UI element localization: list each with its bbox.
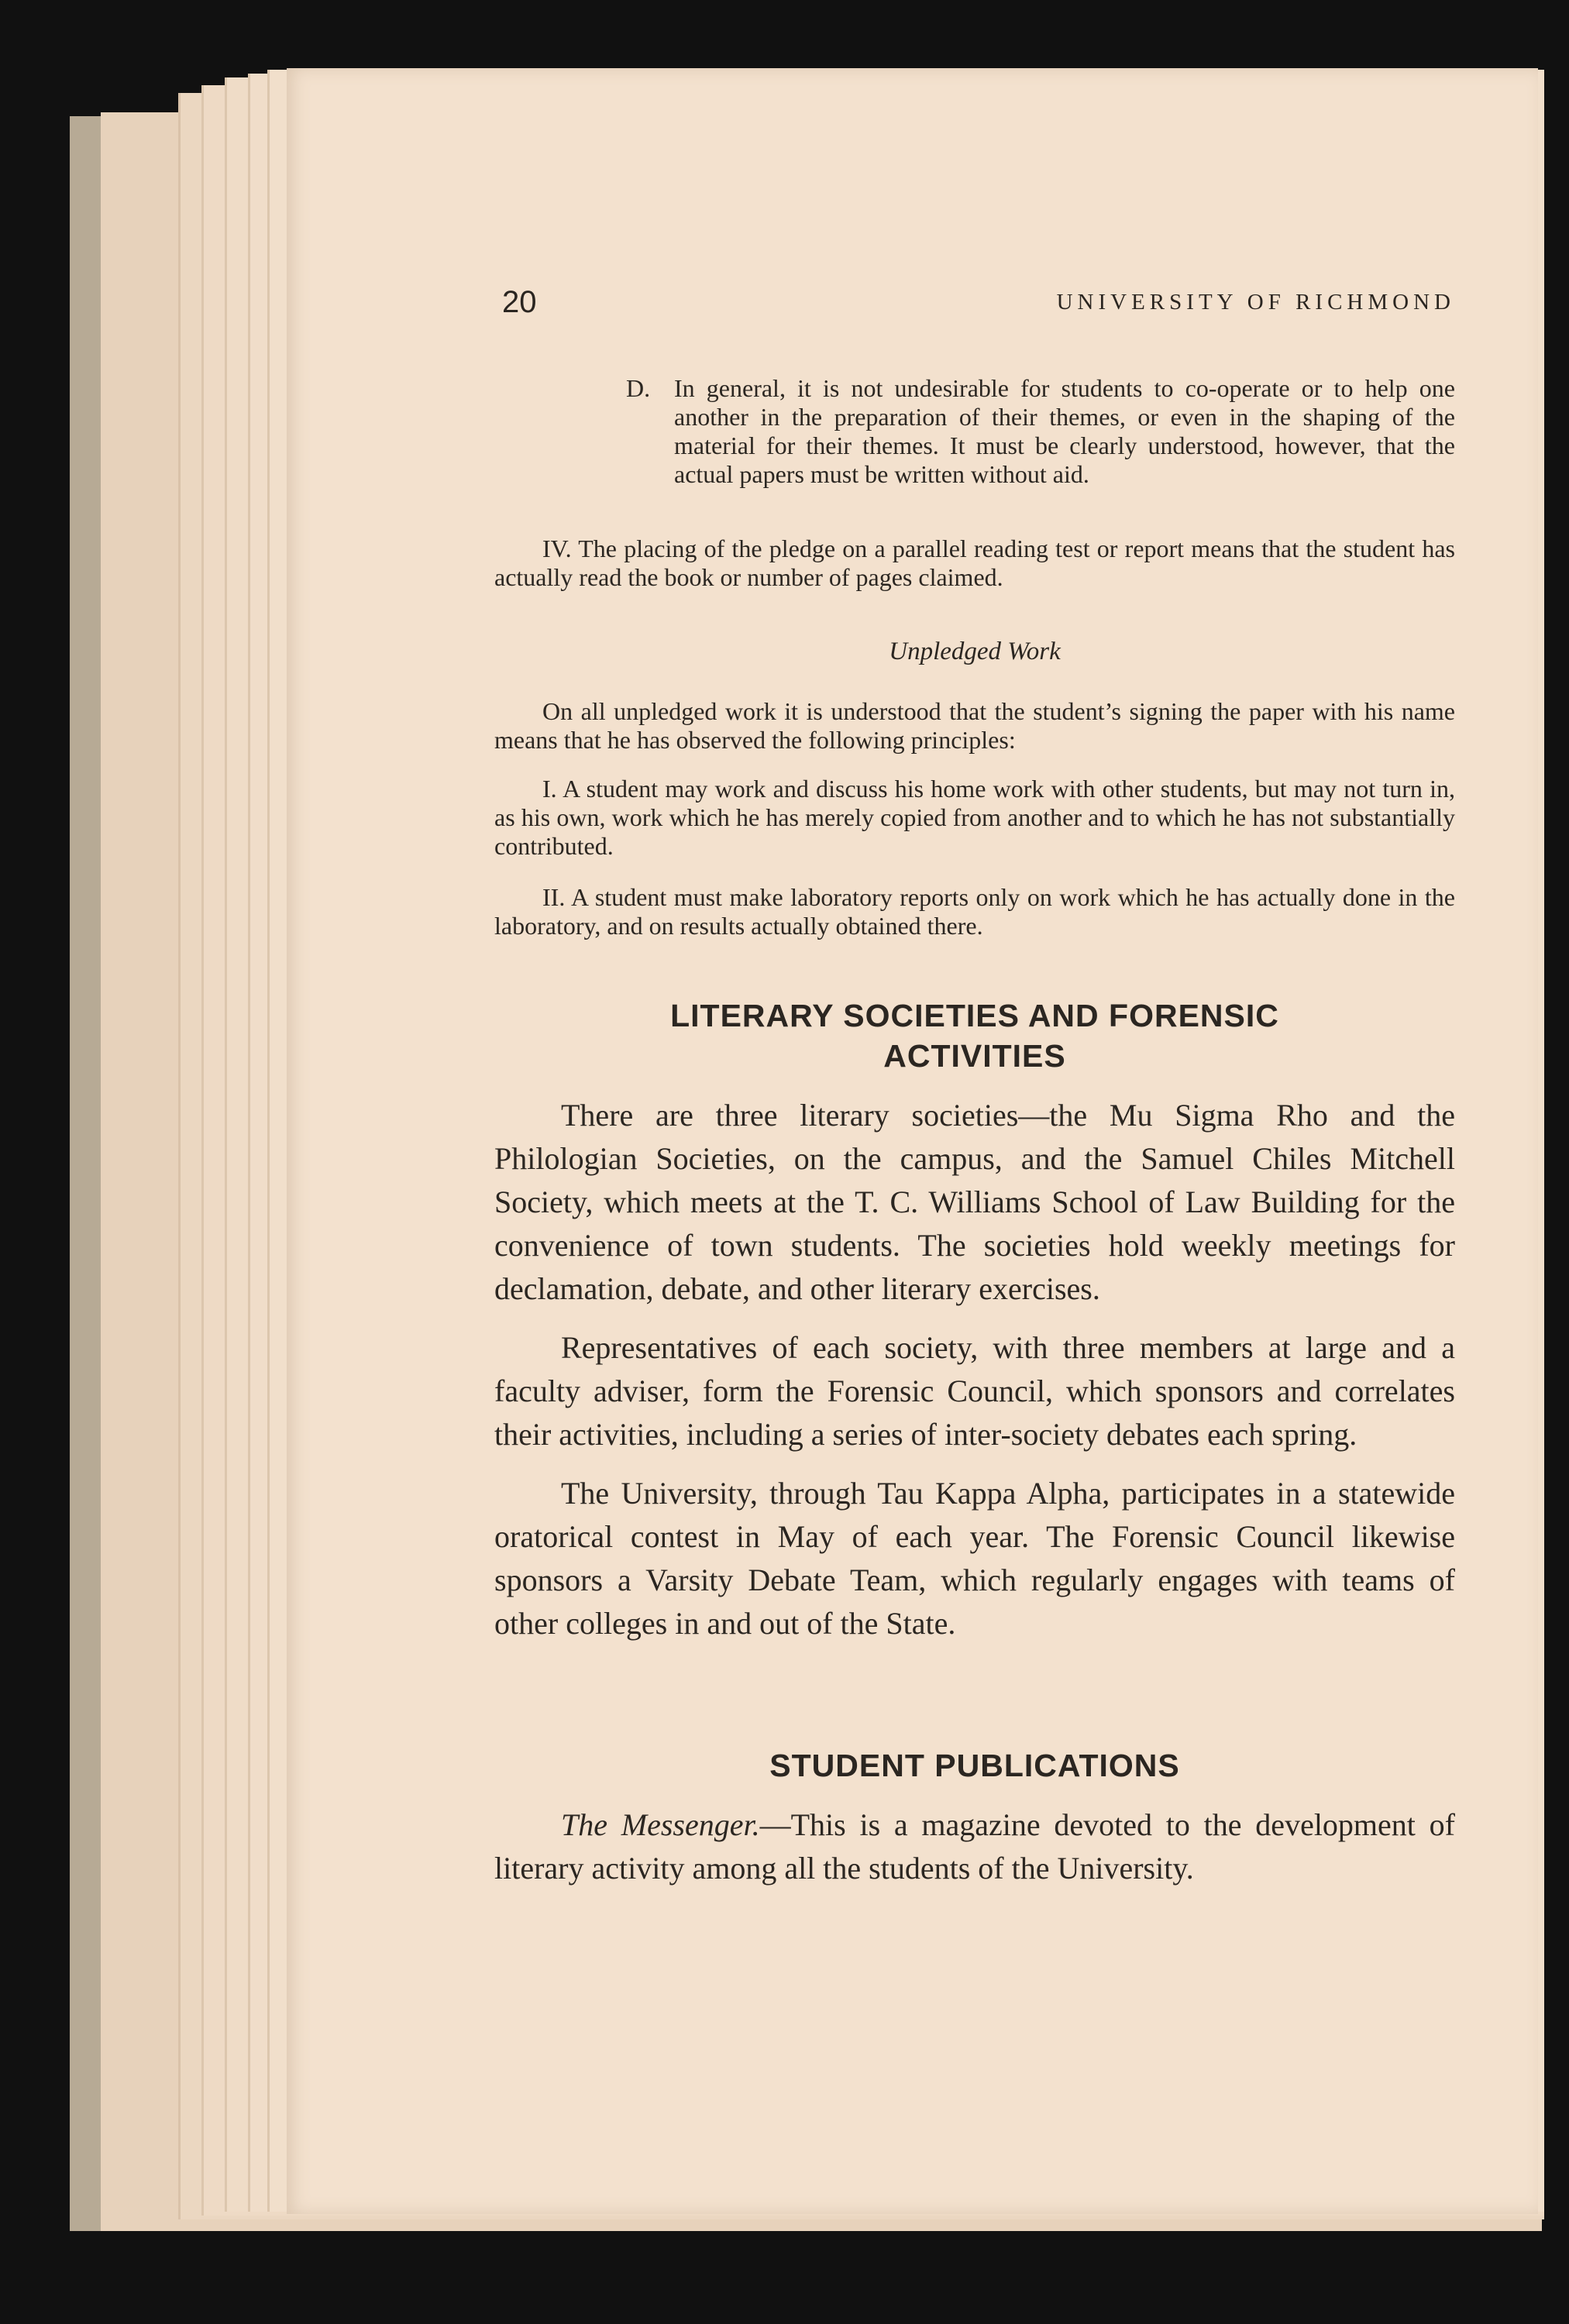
item-iv-paragraph: [494, 535, 1455, 592]
unpledged-item-i-paragraph: [494, 775, 1455, 861]
messenger-title: The Messenger.: [561, 1807, 760, 1842]
literary-heading-line1: LITERARY SOCIETIES AND FORENSIC: [670, 998, 1279, 1033]
item-d-label: D.: [626, 374, 651, 402]
item-d-text: In general, it is not undesirable for students to co-operate or to help one another in the preparation of their themes, or even in the shaping of the material for their themes. It must be clearly understood, however, that the actual papers must be written without aid.: [674, 374, 1455, 488]
publications-body: [494, 1803, 1455, 1890]
unpledged-intro: On all unpledged work it is understood that the student’s signing the paper with his name means that he has observed the following principles:: [494, 697, 1455, 754]
literary-heading-line2: ACTIVITIES: [883, 1038, 1066, 1074]
messenger-text: —This is a magazine devoted to the development of literary activity among all the students of the University.: [494, 1807, 1455, 1886]
running-head-title: UNIVERSITY OF RICHMOND: [1056, 290, 1455, 315]
item-iv-text: IV. The placing of the pledge on a parallel reading test or report means that the student has actually read the book or number of pages claimed.: [494, 535, 1455, 591]
unpledged-item-i: I. A student may work and discuss his home work with other students, but may not turn in, as his own, work which he has merely copied from another and to which he has not substantially contributed.: [494, 775, 1455, 860]
unpledged-item-ii: II. A student must make laboratory reports only on work which he has actually done in the laboratory, and on results actually obtained there.: [494, 883, 1455, 940]
unpledged-item-ii-paragraph: [494, 883, 1455, 940]
literary-heading: [494, 995, 1455, 1076]
literary-para-1: There are three literary societies—the Mu Sigma Rho and the Philologian Societies, on the campus, and the Samuel Chiles Mitchell Society, which meets at the T. C. Williams School of Law Building for the convenience of town students. The societies hold weekly meetings for declamation, debate, and other literary exercises.: [494, 1098, 1455, 1306]
literary-para-3: The University, through Tau Kappa Alpha, participates in a statewide oratorical contest in May of each year. The Forensic Council likewise sponsors a Varsity Debate Team, which regularly engages with teams of other colleges in and out of the State.: [494, 1476, 1455, 1641]
unpledged-heading: Unpledged Work: [889, 638, 1061, 665]
running-header: [502, 285, 1455, 332]
unpledged-intro-paragraph: [494, 697, 1455, 755]
literary-para-2: Representatives of each society, with three members at large and a faculty adviser, form the Forensic Council, which sponsors and correlates their activities, including a series of inter-society debates each spring.: [494, 1330, 1455, 1452]
literary-body: [494, 1094, 1455, 1645]
page-number: 20: [502, 285, 537, 319]
publications-heading: STUDENT PUBLICATIONS: [769, 1748, 1180, 1783]
messenger-paragraph: [494, 1803, 1455, 1890]
